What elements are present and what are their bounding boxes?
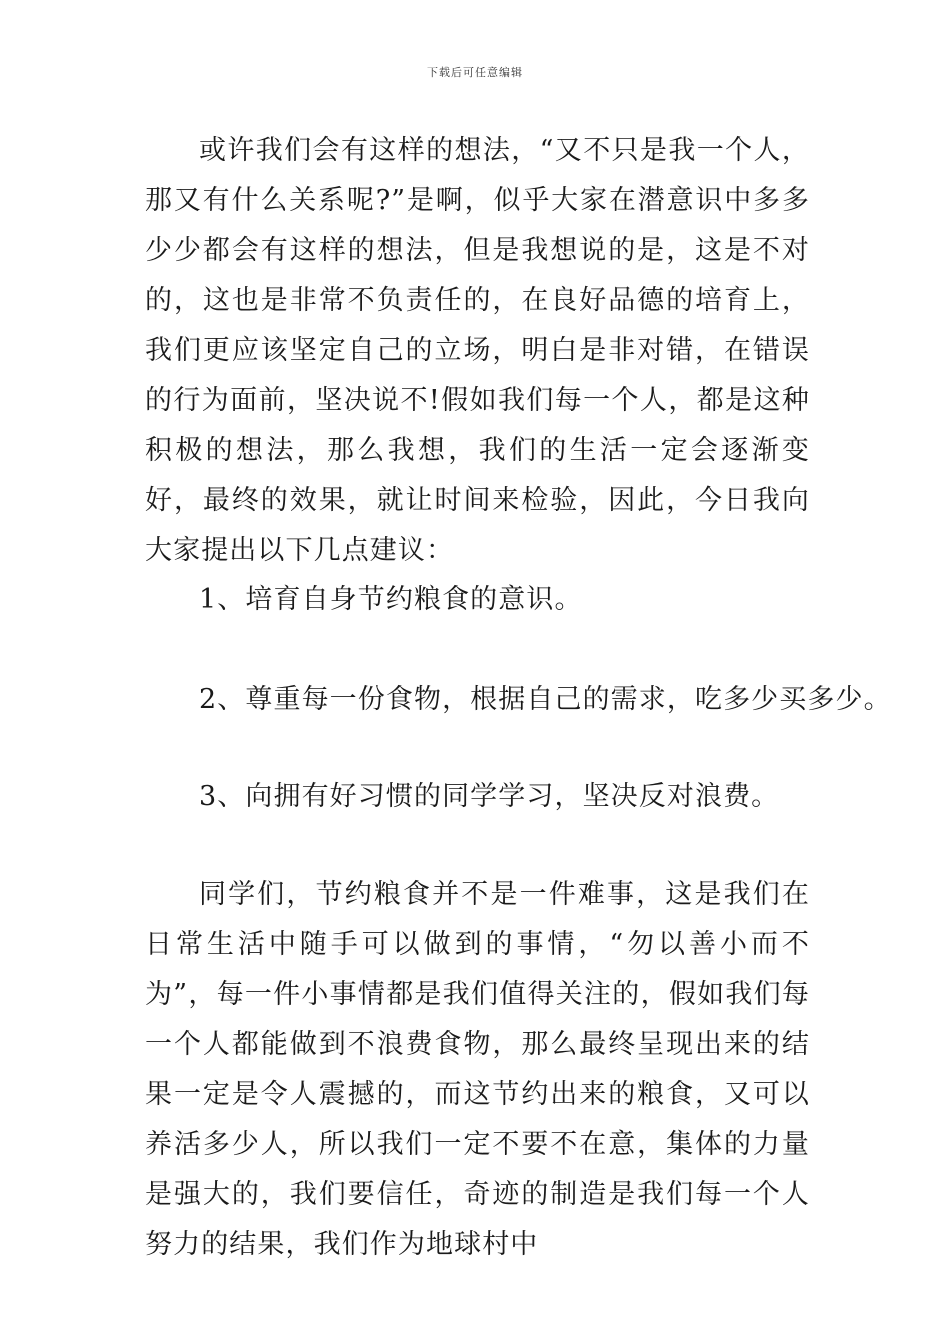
suggestion-item-3: 3、向拥有好习惯的同学学习，坚决反对浪费。	[199, 781, 780, 812]
suggestion-item-1: 1、培育自身节约粮食的意识。	[199, 584, 583, 615]
paragraph-2: 同学们，节约粮食并不是一件难事，这是我们在日常生活中随手可以做到的事情，“勿以善小而不为”，每一件小事情都是我们值得关注的，假如我们每一个人都能做到不浪费食物，那么最终呈现出来的结果一定是令人震撼的，而这节约出来的粮食，又可以养活多少人，所以我们一定不要不在意，集体的力量是强大的，我们要信任，奇迹的制造是我们每一个人努力的结果，我们作为地球村中	[145, 879, 810, 1260]
suggestion-item-2: 2、尊重每一份食物，根据自己的需求，吃多少买多少。	[199, 684, 892, 715]
paragraph-1: 或许我们会有这样的想法，“又不只是我一个人，那又有什么关系呢?”是啊，似乎大家在潜意识中多多少少都会有这样的想法，但是我想说的是，这是不对的，这也是非常不负责任的，在良好品德的培育上，我们更应该坚定自己的立场，明白是非对错，在错误的行为面前，坚决说不!假如我们每一个人，都是这种积极的想法，那么我想，我们的生活一定会逐渐变好，最终的效果，就让时间来检验，因此，今日我向大家提出以下几点建议：	[145, 135, 810, 566]
page-header-note: 下载后可任意编辑	[427, 66, 523, 79]
